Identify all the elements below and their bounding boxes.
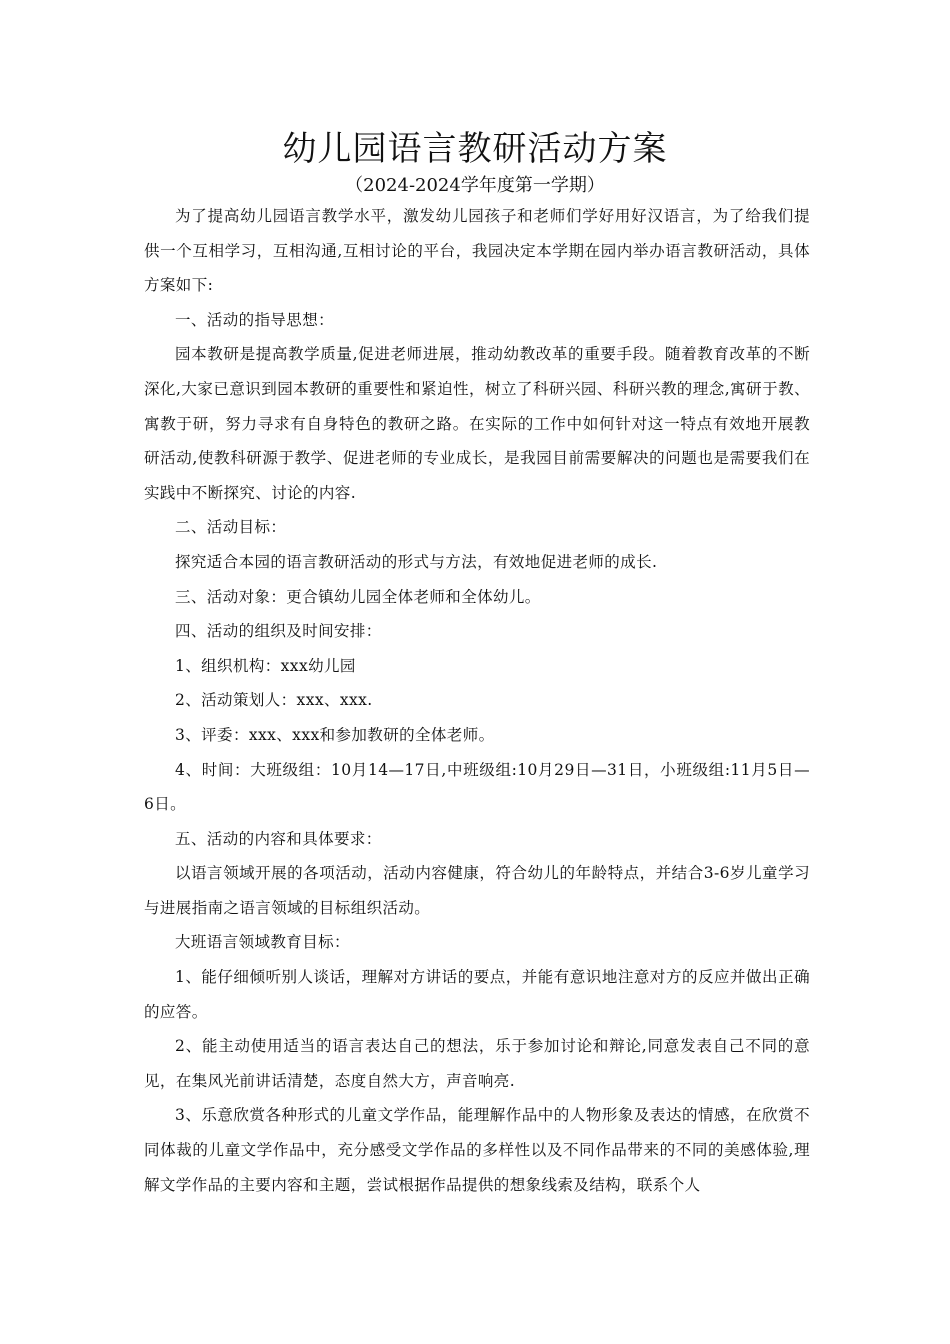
senior-class-goals-heading: 大班语言领域教育目标： <box>175 933 350 952</box>
section-heading-content: 五、活动的内容和具体要求： <box>175 829 382 848</box>
goals-paragraph: 探究适合本园的语言教研活动的形式与方法，有效地促进老师的成长. <box>175 552 658 571</box>
organization-item-2: 2、活动策划人：xxx、xxx. <box>175 691 373 710</box>
senior-goal-item-3: 3、乐意欣赏各种形式的儿童文学作品，能理解作品中的人物形象及表达的情感，在欣赏不同体裁的儿童文学作品中，充分感受文学作品的多样性以及不同作品带来的不同的美感体验,理解文学作品的主要内容和主题，尝试根据作品提供的想象线索及结构，联系个人 <box>144 1106 810 1194</box>
senior-goal-item-2: 2、能主动使用适当的语言表达自己的想法，乐于参加讨论和辩论,同意发表自己不同的意见，在集风光前讲话清楚，态度自然大方，声音响亮. <box>144 1037 810 1090</box>
section-heading-audience: 三、活动对象：更合镇幼儿园全体老师和全体幼儿。 <box>175 587 541 606</box>
organization-item-3: 3、评委：xxx、xxx和参加教研的全体老师。 <box>175 725 495 744</box>
intro-paragraph: 为了提高幼儿园语言教学水平，激发幼儿园孩子和老师们学好用好汉语言，为了给我们提供一个互相学习，互相沟通,互相讨论的平台，我园决定本学期在园内举办语言教研活动，具体方案如下: <box>144 207 810 295</box>
section-heading-organization: 四、活动的组织及时间安排： <box>175 622 382 641</box>
section-heading-goals: 二、活动目标： <box>175 518 287 537</box>
section-heading-guiding-idea: 一、活动的指导思想： <box>175 310 335 329</box>
senior-goal-item-1: 1、能仔细倾听别人谈话，理解对方讲话的要点，并能有意识地注意对方的反应并做出正确的应答。 <box>144 968 810 1021</box>
document-body <box>144 199 810 1202</box>
guiding-idea-paragraph: 园本教研是提高教学质量,促进老师进展，推动幼教改革的重要手段。随着教育改革的不断深化,大家已意识到园本教研的重要性和紧迫性，树立了科研兴园、科研兴教的理念,寓研于教、寓教于研，努力寻求有自身特色的教研之路。在实际的工作中如何针对这一特点有效地开展教研活动,使教科研源于教学、促进老师的专业成长，是我园目前需要解决的问题也是需要我们在实践中不断探究、讨论的内容. <box>144 345 810 502</box>
document-subtitle: （2024-2024学年度第一学期） <box>345 175 605 196</box>
organization-item-4: 4、时间：大班级组：10月14—17日,中班级组:10月29日—31日，小班级组:11月5日—6日。 <box>144 760 810 814</box>
organization-item-1: 1、组织机构：xxx幼儿园 <box>175 656 356 675</box>
content-paragraph: 以语言领域开展的各项活动，活动内容健康，符合幼儿的年龄特点，并结合3-6岁儿童学习与进展指南之语言领域的目标组织活动。 <box>144 864 810 917</box>
document-title: 幼儿园语言教研活动方案 <box>282 129 668 169</box>
